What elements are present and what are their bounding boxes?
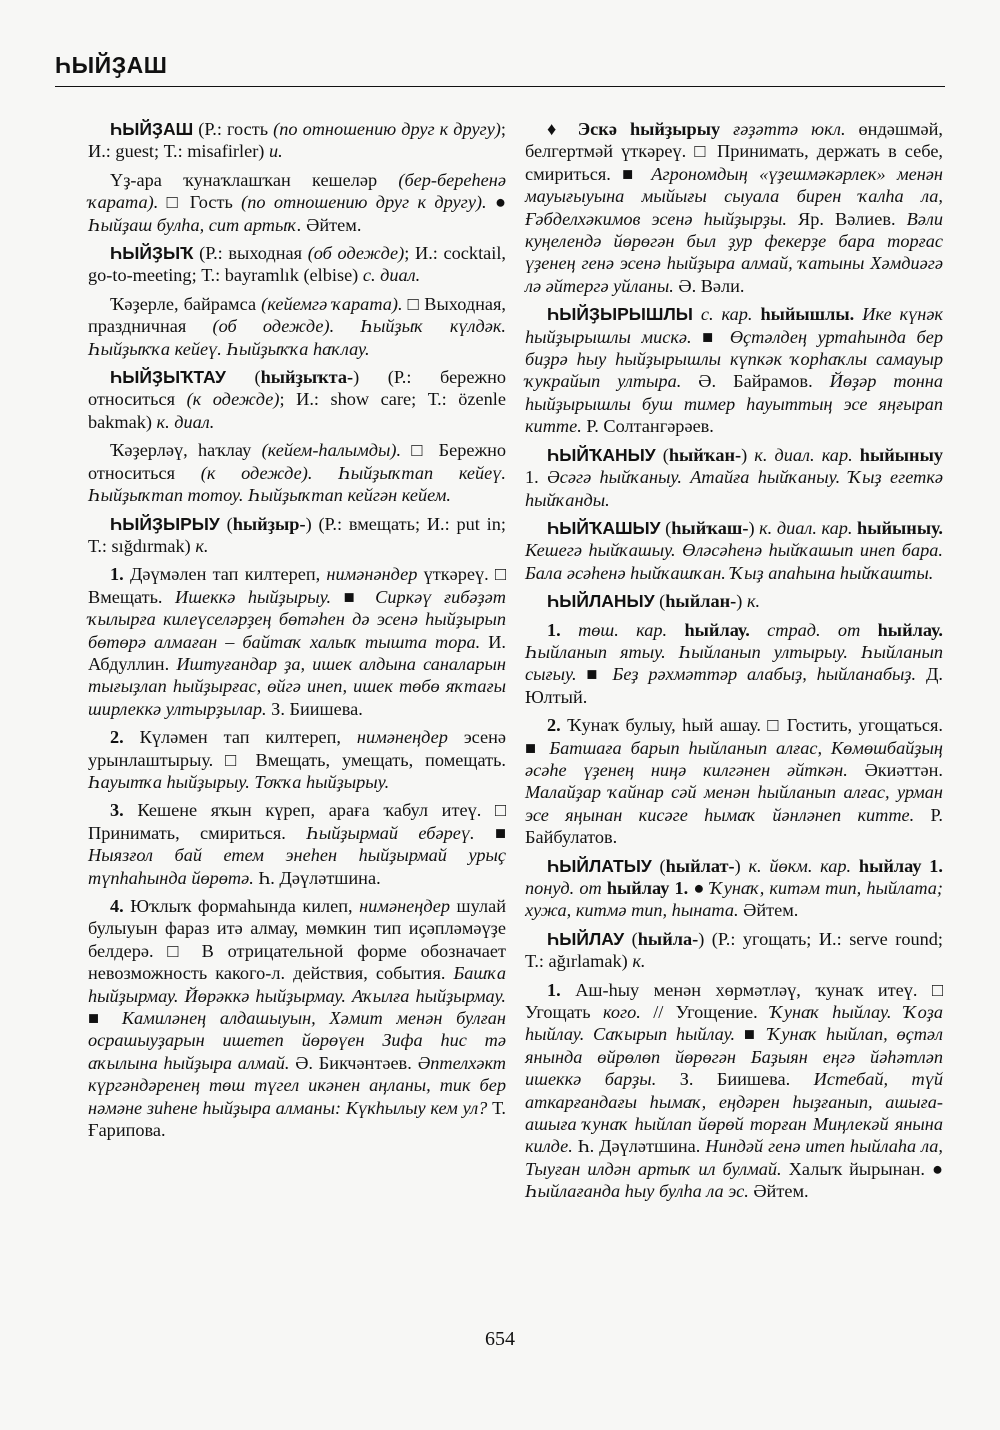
text: [851, 856, 859, 876]
proverb: Ҡунаҡ, китәм тип, һыйлата; хужа, китмә тип, һыната.: [525, 878, 943, 921]
text: кого.: [602, 1002, 641, 1023]
text: өндәшмәй, белгертмәй үткәреү. □ Принимать, держать в себе, смириться. ■: [525, 119, 943, 184]
entry-hyilatyu: [525, 855, 943, 922]
quote: Истебай, түй аткарғандағы һымаҡ, еңдәрен һыҙғанып, ашыға-ашыға ҡунаҡ һыйлап йөрөй торған Миңлекәй янына килде.: [525, 1069, 943, 1157]
cross-ref: һыйлау.: [877, 619, 943, 640]
text: Үҙ-ара ҡунаҡлашҡан кешеләр: [110, 169, 399, 190]
text: [693, 304, 701, 324]
examples: Һыйланып ятыу. Һыйланып ултырыу. Һыйланып сығыу.: [525, 641, 943, 685]
quote: Ныязғол бай етем энеһен һыйҙырмай урыҫ түпһаһында йөрөтә.: [88, 845, 506, 888]
quote: Ҡунаҡ һыйлап, өҫтәл янында өйрөлөп йөрөгән Баҙыян еңгә йәһәтләп ишеккә барҙы.: [525, 1024, 943, 1090]
cross-ref: һыйыныу: [859, 444, 943, 465]
text: шулай булыуын фараз итә алмау, мөмкин тип иҫәпләмәүҙе белдерә. □ В отрицательной форме обозначает невозможность какого-л. действия, события.: [88, 896, 506, 984]
text: (к одежде): [186, 389, 280, 410]
text: [561, 620, 578, 640]
text: 1.: [525, 467, 548, 488]
right-column: [525, 118, 943, 1209]
headword: ҺЫЙЛАУ: [547, 928, 625, 949]
definition: [88, 169, 506, 236]
text: ) (Р.: угощать; И.: serve round; Т.: ağırlamak): [525, 928, 943, 972]
text: нимәнеңдер: [359, 896, 451, 916]
text: Ҡәҙерле, байрамса: [110, 293, 262, 314]
text: // Угощение.: [640, 1002, 771, 1023]
text: (: [225, 367, 261, 388]
stem: һыйлат-: [665, 855, 735, 876]
grammar-label: к.: [195, 535, 209, 556]
source: Әкиәттән.: [847, 759, 943, 780]
source: Яр. Вәлиев.: [786, 208, 907, 229]
text: ■: [576, 664, 613, 685]
quote: Камиләнең алдашыуын, Хәмит менән булған осрашыуҙарын ишетеп йөрөүен Зифа һис тә аҡылына һыйҙыра алмай.: [88, 1008, 506, 1073]
text: Кешене яҡын күреп, араға ҡабул итеү. □ Принимать, смириться.: [88, 800, 506, 843]
source: Халыҡ йырынан. ●: [781, 1158, 944, 1179]
definition: [88, 439, 506, 506]
sense: [525, 714, 943, 848]
quote: Ниндәй генә итеп һыйлаһа ла, Тыуған илдән артыҡ ил булмай.: [525, 1136, 943, 1179]
headword: ҺЫЙҘЫҠ: [110, 243, 194, 264]
source: Ә. Вәли.: [673, 275, 745, 296]
definition: [88, 293, 506, 360]
text: Дәүмәлен тап килтереп,: [123, 564, 327, 585]
source: Ә. Байрамов.: [681, 371, 830, 392]
examples: (к одежде). Һыйҙыҡтап кейеү. Һыйҙыҡтап тотоу. Һыйҙыҡтап кейгән кейем.: [88, 462, 506, 506]
text: ): [748, 517, 760, 538]
entry-hyilanyu: [525, 590, 943, 612]
text: Юҡлыҡ формаһында килеп,: [123, 896, 360, 916]
quote: Йөҙәр тонна һыйҙырышлы буш тимер һауыттың эсе яңғырап китте.: [525, 371, 944, 437]
quote: Сиркәү ғибәҙәт ҡылырға килеүселәрҙең бөтәһен дә эсенә һыйҙырып бөтөрә алмаған – байтаҡ халыҡ тышта тора.: [88, 586, 506, 652]
text: [667, 620, 684, 640]
sense: [525, 619, 943, 709]
sense: [88, 726, 506, 793]
examples: Һауытҡа һыйҙырыу. Тоҡҡа һыйҙырыу.: [88, 771, 390, 792]
text: □ Выходная, праздничная: [88, 293, 506, 337]
text: [854, 304, 862, 324]
text: (кейем-һалымды).: [261, 440, 402, 461]
text: (: [651, 855, 666, 876]
text: эсенә урынлаштырыу. □ Вмещать, умещать, помещать.: [88, 727, 507, 770]
text: [860, 620, 877, 640]
headword: ҺЫЙҘЫРЫУ: [110, 513, 220, 534]
text: ■: [88, 1008, 122, 1029]
source: Р. Байбулатов.: [525, 804, 943, 848]
headword: ҺЫЙҘАШ: [110, 119, 194, 139]
examples: Әсәгә һыйҡаныу. Атайға һыйҡаныу. Ҡыҙ егеткә һыйҡанды.: [525, 467, 943, 510]
source: И. Абдуллин.: [88, 631, 506, 674]
cross-ref: һыйыныу.: [857, 517, 943, 538]
entry-hyilau: [525, 928, 943, 973]
grammar-label: к. диал. кар.: [759, 517, 853, 538]
text: (бер-береһенә ҡарата).: [88, 169, 506, 213]
headword: ҺЫЙҘЫРЫШЛЫ: [547, 304, 693, 325]
stem: һыйҙыр-: [232, 513, 306, 534]
text: □ Гость: [158, 192, 242, 213]
proverb: Һыйлағанда һыу булһа ла эс.: [525, 1181, 749, 1202]
stem: һыйҙыҡта-: [260, 367, 354, 388]
sense-number: 1.: [547, 619, 561, 640]
source: З. Биишева.: [266, 698, 363, 719]
text: Аш-һыу менән хөрмәтләү, ҡунаҡ итеү. □ Угощать: [525, 979, 943, 1023]
entry-hyizyk: [88, 242, 506, 287]
quote: Беҙ рәхмәттәр алабыҙ, һыйланабыҙ.: [612, 664, 917, 685]
text: ■: [691, 326, 730, 347]
text: Ҡәҙерләү, һаҡлау: [110, 440, 262, 461]
entry-hyizash: [88, 118, 506, 163]
text: ; И.: cocktail, go-to-meeting; Т.: bayramlık (elbise): [88, 243, 506, 286]
examples: Башҡа һыйҙырмау. Йөрәккә һыйҙырмау. Аҡылға һыйҙырмау.: [88, 963, 506, 1006]
text: (: [660, 517, 672, 538]
headword: ҺЫЙЛАТЫУ: [547, 855, 652, 876]
text: Ҡунаҡ булыу, һый ашау. □ Гостить, угощаться. ■: [525, 715, 943, 758]
text: (по отношению друг к другу).: [241, 192, 487, 213]
grammar-label: страд. от: [767, 619, 861, 640]
sense-number: 3.: [110, 800, 124, 821]
sense-number: 1.: [110, 564, 124, 585]
header-rule: [55, 86, 945, 87]
grammar-label: к.: [746, 591, 761, 612]
headword: ҺЫЙЛАНЫУ: [547, 591, 655, 612]
stem: һыйҡан-: [668, 444, 742, 465]
text: үткәреү. □ Вмещать.: [88, 564, 506, 607]
text: (: [624, 928, 638, 949]
text: ■: [331, 586, 376, 607]
cross-ref: һыйлау.: [684, 619, 750, 640]
text: [720, 119, 733, 139]
grammar-label: к.: [632, 951, 646, 972]
grammar-label: к. йөкм. кар.: [748, 855, 852, 876]
cross-ref: һыйлау 1.: [606, 878, 689, 898]
source: Һ. Дәүләтшина.: [572, 1136, 706, 1157]
text: Күләмен тап килтереп,: [123, 727, 357, 748]
text: [853, 445, 860, 465]
quote: Әптелхәкт күргәндәренең төш түгел икәнен аңланы, тик бер нәмәне зиһене һыйҙыра алманы: Күкһылыу кем ул?: [88, 1052, 506, 1118]
text: (Р.: выходная: [193, 243, 308, 264]
text: (об одежде): [307, 243, 405, 264]
entry-hyikashyu: [525, 517, 943, 584]
sense-number: 2.: [110, 727, 124, 748]
source: Д. Юлтый.: [525, 664, 943, 707]
entry-hyizyktau: [88, 366, 506, 433]
text: ■: [735, 1024, 768, 1045]
text: ) (Р.: бережно относиться: [88, 367, 506, 410]
text: ): [741, 444, 755, 465]
diamond-icon: ♦: [547, 119, 578, 139]
source: Ә. Бикчәнтәев.: [289, 1052, 418, 1073]
sense: [525, 979, 943, 1203]
sense: [88, 895, 506, 1141]
text: (: [654, 591, 666, 612]
grammar-label: понуд. от: [525, 878, 602, 898]
text: □ Бережно относиться: [88, 440, 507, 483]
source: Р. Солтангәрәев.: [581, 416, 714, 437]
sense: [88, 799, 506, 889]
idiom: [525, 118, 943, 297]
text: (Р.: гость: [193, 119, 274, 139]
left-column: [88, 118, 506, 1147]
text: ): [734, 855, 749, 876]
stem: һыйҡаш-: [671, 517, 749, 538]
headword: ҺЫЙҠАШЫУ: [547, 517, 661, 538]
examples: Кешегә һыйҡашыу. Өләсәһенә һыйҡашып инеп бара. Бала әсәһенә һыйҡашҡан. Ҡыҙ апаһына һыйҡашты.: [525, 540, 943, 583]
quote: Малайҙар ҡайнар сәй менән һыйланып алғас, урман эсе яңынан кисәге һымаҡ йәнләнеп китте.: [525, 782, 943, 825]
grammar-label: с. кар.: [700, 304, 753, 325]
sense-number: 2.: [547, 715, 561, 736]
stem: һыйла-: [637, 928, 699, 949]
text: ●: [486, 192, 506, 213]
grammar-label: к. диал. кар.: [754, 444, 853, 465]
text: (: [655, 444, 669, 465]
sense-number: 1.: [547, 979, 561, 1000]
grammar-label: с. диал.: [362, 265, 421, 286]
text: (: [219, 513, 233, 534]
headword: ҺЫЙҠАНЫУ: [547, 444, 656, 465]
sense-number: 4.: [110, 896, 124, 916]
quote: Вәли куңелендә йөрөгән был ҙур фекерҙе бара торғас үҙенең генә эсенә һыйҙыра алмай, ҡатыны Хәмдиәгә лә әйтергә уйланы.: [525, 208, 943, 296]
quote: Иштуғандар ҙа, ишек алдына саналарын тығыҙлап һыйҙырғас, өйгә инеп, ишек төбө яҡтағы ширлеккә ултырҙылар.: [88, 653, 506, 719]
running-head: ҺЫЙҘАШ: [55, 52, 168, 78]
text: ) (Р.: вмещать; И.: put in; Т.: sığdırmak): [88, 513, 506, 556]
source: Әйтем.: [301, 214, 362, 235]
text: нимәнеңдер: [356, 727, 448, 748]
entry-hyikanyu: [525, 444, 943, 511]
text: ; И.: show care; Т.: özenle bakmak): [88, 389, 506, 432]
examples: Ике күнәк һыйҙырышлы мискә.: [525, 304, 943, 347]
cross-ref: һыйышлы.: [760, 304, 855, 325]
quote: Өҫтәлдең уртаһында бер биҙрә һыу һыйҙырышлы күпкәк ҡорһаҡлы самауыр ҡукрайып ултыра.: [525, 326, 943, 392]
grammar-label: төш. кар.: [578, 619, 668, 640]
grammar-label: к. диал.: [156, 411, 215, 432]
source: Әйтем.: [748, 1181, 809, 1202]
proverb: Һыйҙаш булһа, сит артыҡ.: [88, 214, 302, 235]
text: ): [736, 591, 747, 612]
text: [750, 620, 767, 640]
cross-ref: һыйлау 1.: [858, 855, 943, 876]
source: Әйтем.: [738, 900, 799, 921]
text: ●: [688, 878, 711, 898]
text: (кейемгә ҡарата).: [261, 293, 403, 314]
idiom-phrase: Эскә һыйҙырыу: [577, 119, 721, 139]
text: нимәнәндер: [326, 564, 418, 585]
text: ; И.: guest; Т.: misafirler): [88, 119, 506, 162]
examples: Ҡунаҡ һыйлау. Ҡоҙа һыйлау. Саҡырып һыйлау.: [525, 1002, 943, 1045]
headword: ҺЫЙҘЫҠТАУ: [110, 367, 226, 388]
examples: Ишеккә һыйҙырыу.: [175, 586, 332, 607]
entry-hyizyryu: [88, 513, 506, 558]
examples: Һыйҙырмай ебәреү.: [306, 822, 475, 843]
quote: Батшаға барып һыйланып алғас, Көмөшбайҙың әсәһе үҙенең ниңә килгәнен әйткән.: [525, 737, 943, 780]
grammar-label: и.: [268, 141, 283, 162]
source: Т. Ғарипова.: [88, 1097, 506, 1141]
source: Һ. Дәүләтшина.: [253, 867, 381, 888]
sense: [88, 563, 506, 720]
text: ■: [474, 822, 506, 843]
entry-hyizyryshly: [525, 303, 943, 437]
quote: Агрономдың «үҙешмәкәрлек» менән мауығыуына мыйығы сыуала бирен ҡалһа ла, Ғәбделхәкимов эсенә һыйҙырҙы.: [525, 163, 943, 229]
stem: һыйлан-: [665, 591, 737, 612]
page-number: 654: [485, 1328, 515, 1350]
examples: (об одежде). Һыйҙыҡ күлдәк. Һыйҙыҡҡа кейеү. Һыйҙыҡҡа һаҡлау.: [88, 316, 507, 359]
grammar-label: ғәҙәттә юкл.: [733, 119, 846, 139]
text: (по отношению друг к другу): [273, 119, 501, 139]
source: З. Биишева.: [656, 1069, 814, 1090]
